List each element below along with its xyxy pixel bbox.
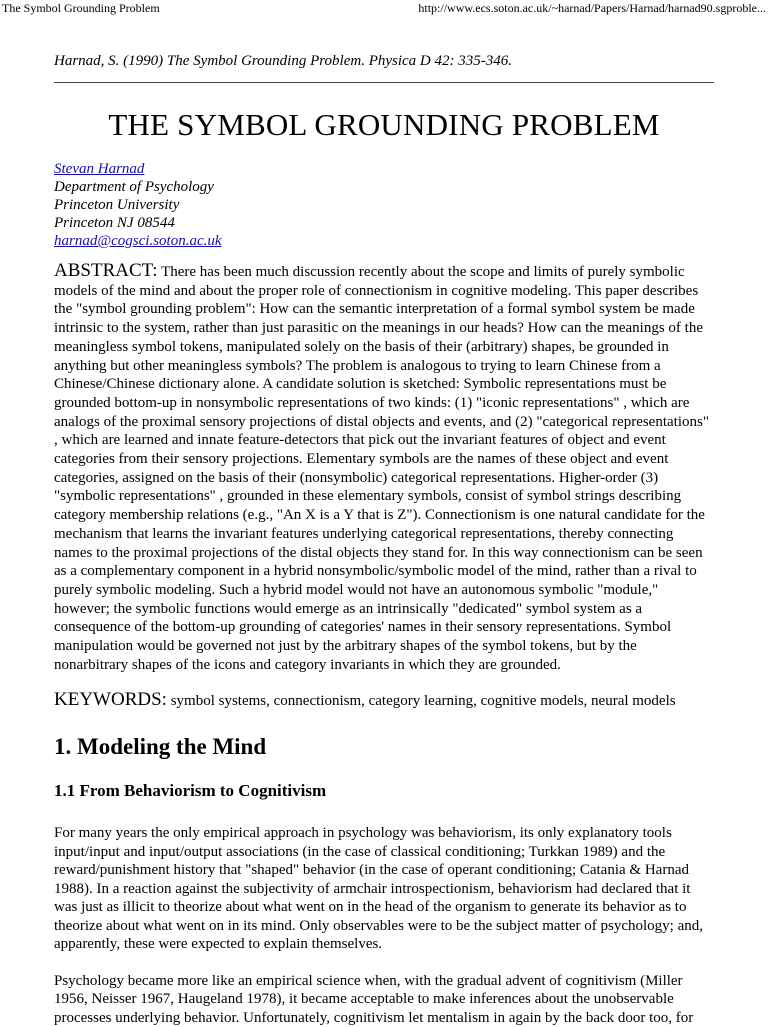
keywords [54,691,714,710]
abstract-text: There has been much discussion recently about the scope and limits of purely symbolic models of the mind and about the proper role of connectionism in cognitive modeling. This paper describes the "symbol grounding problem": How can the semantic interpretation of a formal symbol system be made intrinsic to the system, rather than just parasitic on the meanings in our heads? How can the meanings of the meaningless symbol tokens, manipulated solely on the basis of their (arbitrary) shapes, be grounded in anything but other meaningless symbols? The problem is analogous to trying to learn Chinese from a Chinese/Chinese dictionary alone. A candidate solution is sketched: Symbolic representations must be grounded bottom-up in nonsymbolic representations of two kinds: (1) "iconic representations" , which are analogs of the proximal sensory projections of distal objects and events, and (2) "categorical representations" , which are learned and innate feature-detectors that pick out the invariant features of object and event categories from their sensory projections. Elementary symbols are the names of these object and event categories, assigned on the basis of their (nonsymbolic) categorical representations. Higher-order (3) "symbolic representations" , grounded in these elementary symbols, consist of symbol strings describing category membership relations (e.g., "An X is a Y that is Z"). Connectionism is one natural candidate for the mechanism that learns the invariant features underlying categorical representations, thereby connecting names to the proximal projections of the distal objects they stand for. In this way connectionism can be seen as a complementary component in a hybrid nonsymbolic/symbolic model of the mind, rather than a rival to purely symbolic modeling. Such a hybrid model would not have an autonomous symbolic "module," however; the symbolic functions would emerge as an intrinsically "dedicated" symbol system as a consequence of the bottom-up grounding of categories' names in their sensory representations. Symbol manipulation would be governed not just by the arbitrary shapes of the symbol tokens, but by the nonarbitrary shapes of the icons and category invariants in which they are grounded. [54,264,709,673]
abstract-label: ABSTRACT: [54,260,158,281]
print-header [0,0,768,16]
article-content [54,42,714,1027]
author-email-link[interactable]: harnad@cogsci.soton.ac.uk [54,233,222,249]
paper-title: THE SYMBOL GROUNDING PROBLEM [108,107,660,142]
author-university: Princeton University [54,197,180,213]
abstract [54,262,714,674]
print-header-title: The Symbol Grounding Problem [2,1,160,15]
keywords-text: symbol systems, connectionism, category learning, cognitive models, neural models [170,693,676,710]
body-paragraph: Psychology became more like an empirical science when, with the gradual advent of cognitivism (Miller 1956, Neisser 1967, Haugeland 1978), it became acceptable to make inferences about the unobservable processes underlying behavior. Unfortunately, cognitivism let mentalism in again by the back door too, for [54,972,694,1026]
author-name-link[interactable]: Stevan Harnad [54,161,145,177]
citation: Harnad, S. (1990) The Symbol Grounding Problem. Physica D 42: 335-346. [54,53,513,69]
author-department: Department of Psychology [54,179,214,195]
print-header-url: http://www.ecs.soton.ac.uk/~harnad/Papers/Harnad/harnad90.sgproble... [418,1,766,15]
horizontal-rule [54,82,714,83]
subsection-heading: 1.1 From Behaviorism to Cognitivism [54,781,327,801]
author-location: Princeton NJ 08544 [54,215,175,231]
keywords-label: KEYWORDS: [54,689,167,711]
author-block [54,160,714,250]
section-heading: 1. Modeling the Mind [54,734,267,760]
body-paragraph: For many years the only empirical approach in psychology was behaviorism, its only explanatory tools input/input and input/output associations (in the case of classical conditioning; Turkkan 1989) and the reward/punishment history that "shaped" behavior (in the case of operant conditioning; Catania & Harnad 1988). In a reaction against the subjectivity of armchair introspectionism, behaviorism had declared that it was just as illicit to theorize about what went on in the head of the organism to generate its behavior as to theorize about what went on in its mind. Only observables were to be the subject matter of psychology; and, apparently, these were expected to explain themselves. [54,825,704,953]
